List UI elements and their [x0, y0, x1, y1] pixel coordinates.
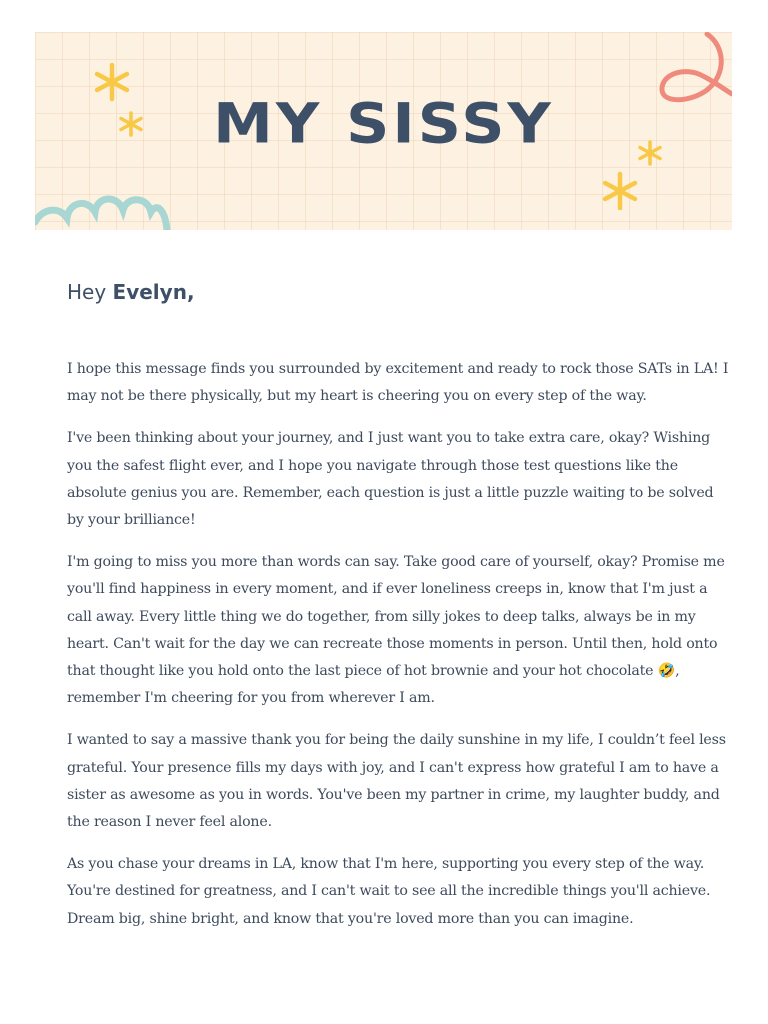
header-banner	[35, 32, 732, 230]
letter-paragraph: I hope this message finds you surrounded by excitement and ready to rock those SATs in LA! I may not be there physically, but my heart is cheering you on every step of the way.	[67, 361, 729, 405]
letter-paragraph: I've been thinking about your journey, and I just want you to take extra care, okay? Wishing you the safest flight ever, and I hope you navigate through those test questions like the absolute genius you are. Remember, each question is just a little puzzle waiting to be solved by your brilliance!	[67, 430, 714, 529]
wave-icon	[35, 199, 167, 230]
letter-body	[67, 356, 731, 948]
greeting	[67, 278, 195, 306]
letter-paragraph: As you chase your dreams in LA, know that I'm here, supporting you every step of the way. You're destined for greatness, and I can't wait to see all the incredible things you'll achieve. Dream big, shine bright, and know that you're loved more than you can imagine.	[67, 856, 711, 927]
swirl-icon	[662, 34, 732, 100]
greeting-prefix: Hey	[67, 280, 107, 304]
letter-paragraph: I wanted to say a massive thank you for being the daily sunshine in my life, I couldn’t feel less grateful. Your presence fills my days with joy, and I can't express how grateful I am to have a sister as awesome as you in words. You've been my partner in crime, my laughter buddy, and the reason I never feel alone.	[67, 732, 726, 831]
letter-paragraph: I'm going to miss you more than words can say. Take good care of yourself, okay? Promise me you'll find happiness in every moment, and if ever loneliness creeps in, know that I'm just a call away. Every little thing we do together, from silly jokes to deep talks, always be in my heart. Can't wait for the day we can recreate those moments in person. Until then, hold onto that thought like you hold onto the last piece of hot brownie and your hot chocolate 🤣, remember I'm cheering for you from wherever I am.	[67, 554, 725, 707]
star-icon	[97, 65, 127, 99]
greeting-name: Evelyn,	[112, 280, 195, 304]
banner-title: MY SISSY	[213, 91, 554, 157]
star-icon	[605, 174, 635, 208]
